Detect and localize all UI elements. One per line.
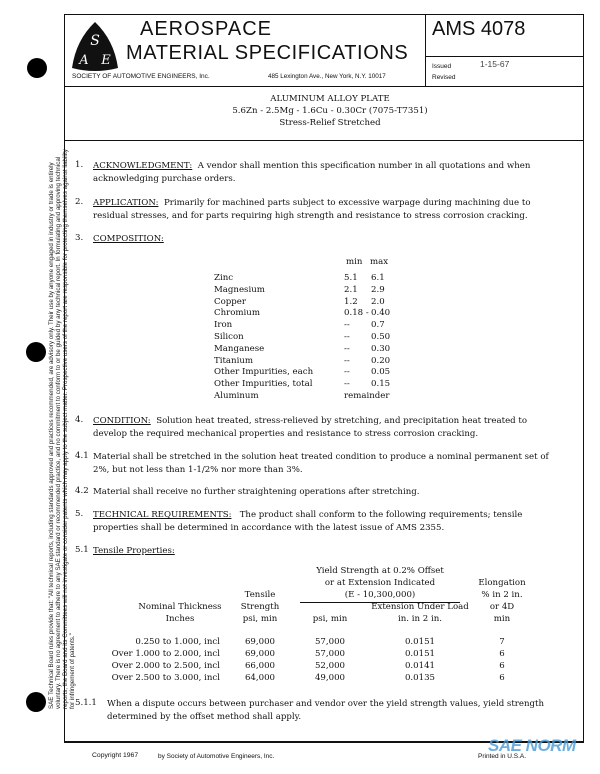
cell-extension: 0.0135 bbox=[404, 673, 436, 683]
svg-text:A: A bbox=[79, 53, 89, 68]
cell-elongation: 6 bbox=[499, 649, 505, 659]
th-yield-psi: psi, min bbox=[312, 614, 348, 624]
header-title-line1: AEROSPACE bbox=[140, 18, 272, 40]
composition-element: Zinc bbox=[214, 273, 234, 283]
composition-element: Magnesium bbox=[214, 284, 265, 295]
composition-element: Other Impurities, total bbox=[214, 379, 313, 390]
cell-extension: 0.0151 bbox=[404, 649, 436, 659]
composition-element: Other Impurities, each bbox=[214, 367, 314, 378]
th-thickness: Inches bbox=[165, 614, 195, 624]
cell-tensile: 66,000 bbox=[244, 661, 276, 671]
header-bottom-line bbox=[64, 86, 583, 87]
col-min: min bbox=[346, 257, 363, 267]
section-number: 5. bbox=[75, 509, 84, 519]
composition-min: -- bbox=[344, 332, 350, 342]
th-extension: in. in 2 in. bbox=[398, 614, 442, 624]
svg-text:E: E bbox=[101, 53, 111, 68]
th-tensile: psi, min bbox=[242, 614, 278, 624]
section-text: Solution heat treated, stress-relieved by stretching, and precipitation heat treated to develop the required mechanical properties and resistance to stress corrosion cracking. bbox=[93, 416, 528, 439]
sae-logo bbox=[70, 20, 120, 72]
doc-subtitle: 5.6Zn - 2.5Mg - 1.6Cu - 0.30Cr (7075-T7351) bbox=[232, 106, 428, 116]
issued-date: 1-15-67 bbox=[480, 59, 510, 69]
svg-text:S: S bbox=[90, 33, 100, 49]
cell-yield: 49,000 bbox=[314, 673, 346, 683]
th-tensile: Tensile bbox=[244, 590, 276, 600]
composition-max: 6.1 bbox=[371, 273, 385, 283]
th-tensile: Strength bbox=[240, 602, 280, 612]
cell-extension: 0.0141 bbox=[404, 661, 436, 671]
header-title-line2: MATERIAL SPECIFICATIONS bbox=[126, 42, 409, 64]
composition-max: 2.9 bbox=[371, 284, 385, 295]
composition-min: -- bbox=[344, 320, 350, 331]
section-heading: CONDITION: bbox=[93, 416, 151, 426]
th-thickness: Nominal Thickness bbox=[138, 602, 222, 612]
section-text: Material shall be stretched in the solution heat treated condition to produce a nominal permanent set of 2%, but not less than 1-1/2% nor more than 3%. bbox=[93, 452, 549, 475]
cell-tensile: 69,000 bbox=[244, 649, 276, 659]
section-text: Material shall receive no further straightening operations after stretching. bbox=[93, 487, 420, 497]
composition-min: -- bbox=[344, 355, 350, 366]
section-number: 4.1 bbox=[75, 451, 89, 461]
cell-thickness: 0.250 to 1.000, incl bbox=[135, 637, 220, 647]
cell-elongation: 6 bbox=[499, 673, 505, 683]
punch-hole bbox=[27, 58, 47, 78]
composition-element: Iron bbox=[214, 320, 233, 331]
composition-max: 0.7 bbox=[371, 320, 385, 331]
th-elongation: or 4D bbox=[489, 602, 515, 612]
composition-max: 2.0 bbox=[371, 296, 385, 307]
composition-min: 1.2 bbox=[344, 296, 358, 307]
composition-element: Aluminum bbox=[214, 391, 259, 401]
cell-extension: 0.0151 bbox=[404, 637, 436, 647]
section-number: 2. bbox=[75, 197, 84, 207]
composition-max: 0.50 bbox=[371, 332, 391, 342]
title-bottom-line bbox=[64, 140, 583, 141]
section-number: 4.2 bbox=[75, 486, 89, 496]
cell-yield: 57,000 bbox=[314, 649, 346, 659]
th-elongation: % in 2 in. bbox=[481, 590, 523, 600]
society-address: 485 Lexington Ave., New York, N.Y. 10017 bbox=[268, 73, 386, 80]
composition-max: 0.40 bbox=[371, 308, 391, 319]
composition-max: 0.20 bbox=[371, 355, 391, 366]
composition-element: Manganese bbox=[214, 343, 265, 354]
th-elongation: Elongation bbox=[478, 578, 526, 588]
cell-thickness: Over 2.000 to 2.500, incl bbox=[111, 661, 220, 671]
section-number: 3. bbox=[75, 233, 84, 243]
composition-min: 0.18 - bbox=[344, 308, 369, 319]
cell-tensile: 69,000 bbox=[244, 637, 276, 647]
composition-max: 0.30 bbox=[371, 343, 391, 354]
section-number: 5.1.1 bbox=[75, 698, 97, 708]
composition-element: Silicon bbox=[214, 332, 244, 342]
th-yield: or at Extension Indicated bbox=[324, 578, 436, 588]
composition-min: -- bbox=[344, 379, 350, 390]
composition-max: 0.05 bbox=[371, 367, 391, 378]
header-divider bbox=[425, 14, 426, 87]
society-name: SOCIETY OF AUTOMOTIVE ENGINEERS, Inc. bbox=[72, 73, 210, 80]
cell-elongation: 7 bbox=[499, 637, 505, 647]
section-number: 1. bbox=[75, 160, 84, 170]
cell-tensile: 64,000 bbox=[244, 673, 276, 683]
composition-min: remainder bbox=[344, 391, 390, 401]
col-max: max bbox=[370, 257, 389, 267]
composition-element: Chromium bbox=[214, 308, 260, 319]
punch-hole bbox=[26, 692, 46, 712]
cell-yield: 57,000 bbox=[314, 637, 346, 647]
section-number: 5.1 bbox=[75, 545, 89, 555]
section-heading: ACKNOWLEDGMENT: bbox=[93, 161, 193, 171]
composition-element: Copper bbox=[214, 296, 246, 307]
th-extension: Extension Under Load bbox=[371, 602, 469, 612]
punch-hole bbox=[26, 342, 46, 362]
section-heading: COMPOSITION: bbox=[93, 234, 164, 244]
printed-in: Printed in U.S.A. bbox=[478, 753, 527, 760]
header-divider bbox=[425, 56, 583, 57]
section-heading: TECHNICAL REQUIREMENTS: bbox=[93, 510, 232, 520]
composition-min: 5.1 bbox=[344, 273, 358, 283]
composition-min: -- bbox=[344, 343, 350, 354]
section-text: Primarily for machined parts subject to excessive warpage during machining due to residual stresses, and for parts requiring high strength and resistance to stress corrosion cracking. bbox=[93, 198, 531, 221]
spec-number: AMS 4078 bbox=[432, 18, 526, 40]
copyright-by: by Society of Automotive Engineers, Inc. bbox=[158, 753, 275, 760]
doc-title: ALUMINUM ALLOY PLATE bbox=[270, 94, 390, 104]
section-text: When a dispute occurs between purchaser and vendor over the yield strength values, yield strength determined by the offset method shall apply. bbox=[107, 699, 545, 722]
cell-thickness: Over 2.500 to 3.000, incl bbox=[111, 673, 220, 683]
issued-label: Issued bbox=[432, 63, 452, 70]
sae-disclaimer: SAE Technical Board rules provide that: "All technical reports, including standards approved and practices recommended, are advisory only. Their use by anyone engaged in industry or trade is entirely voluntary. There is no agreement to adhere to any SAE standard or recommended practice, and no commitment to conform to or be guided by any technical report. In formulating and approving technical reports, the Board and its Committees will not investigate or consider patents which may apply to the subject matter. Prospective users of the report are responsible for protecting themselves against liability for infringement of patents." bbox=[48, 149, 76, 709]
section-text: A vendor shall mention this specification number in all quotations and when acknowledging purchase orders. bbox=[93, 161, 531, 184]
section-text: The product shall conform to the following requirements; tensile properties shall be determined in accordance with the latest issue of AMS 2355. bbox=[93, 510, 523, 533]
composition-min: 2.1 bbox=[344, 284, 358, 295]
section-heading: APPLICATION: bbox=[93, 198, 159, 208]
th-elongation: min bbox=[493, 614, 511, 624]
cell-elongation: 6 bbox=[499, 661, 505, 671]
composition-min: -- bbox=[344, 367, 350, 378]
th-yield: Yield Strength at 0.2% Offset bbox=[316, 566, 444, 576]
th-yield: (E - 10,300,000) bbox=[344, 590, 416, 600]
cell-thickness: Over 1.000 to 2.000, incl bbox=[111, 649, 220, 659]
revised-label: Revised bbox=[432, 74, 456, 81]
watermark: SAE NORM bbox=[488, 736, 576, 755]
section-heading: Tensile Properties: bbox=[93, 546, 175, 556]
doc-condition: Stress-Relief Stretched bbox=[279, 118, 381, 128]
composition-element: Titanium bbox=[214, 355, 254, 366]
section-number: 4. bbox=[75, 415, 84, 425]
composition-max: 0.15 bbox=[371, 379, 391, 390]
cell-yield: 52,000 bbox=[314, 661, 346, 671]
copyright: Copyright 1967 bbox=[92, 752, 139, 759]
